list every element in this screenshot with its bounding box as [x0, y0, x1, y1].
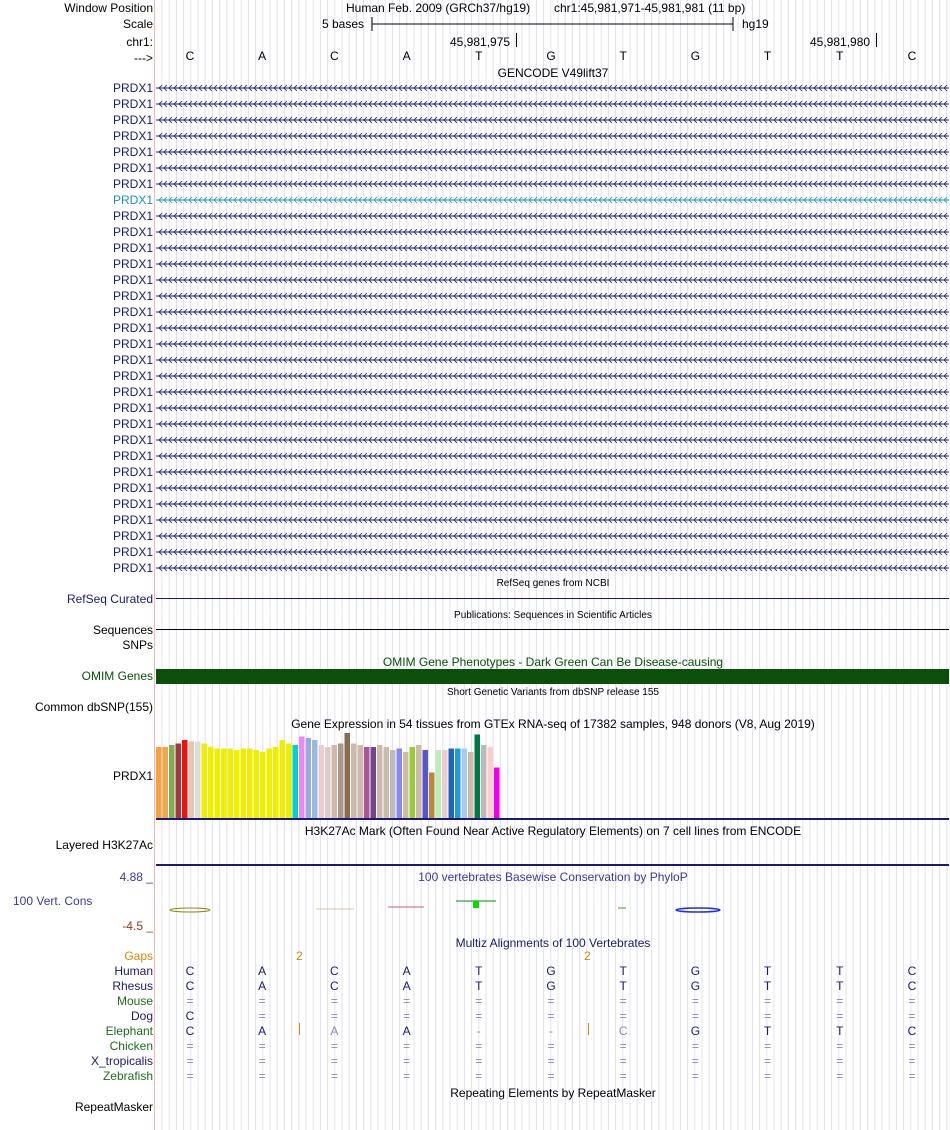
- aligned-base: =: [403, 994, 411, 1008]
- gtex-tissue-bar[interactable]: [403, 752, 408, 819]
- gencode-gene-label[interactable]: PRDX1: [112, 497, 153, 511]
- gtex-tissue-bar[interactable]: [338, 743, 343, 819]
- aligned-base: T: [475, 964, 483, 978]
- gtex-tissue-bar[interactable]: [293, 745, 298, 819]
- gtex-tissue-bar[interactable]: [208, 747, 213, 819]
- gencode-transcript[interactable]: [156, 449, 949, 463]
- repeatmasker-track-title: Repeating Elements by RepeatMasker: [450, 1086, 656, 1100]
- gencode-gene-label[interactable]: PRDX1: [112, 353, 153, 367]
- gtex-tissue-bar[interactable]: [176, 743, 181, 819]
- aligned-base: C: [185, 1024, 195, 1038]
- dna-base: C: [330, 49, 339, 63]
- db-name: hg19: [742, 17, 769, 31]
- aligned-base: -: [549, 1024, 553, 1038]
- dna-base: G: [690, 49, 701, 63]
- gencode-gene-label[interactable]: PRDX1: [112, 209, 153, 223]
- aligned-base: =: [691, 994, 699, 1008]
- aligned-base: C: [618, 1024, 628, 1038]
- gtex-tissue-bar[interactable]: [234, 750, 239, 819]
- aligned-base: =: [764, 1039, 772, 1053]
- phylop-track-label[interactable]: 100 Vert. Cons: [13, 894, 93, 908]
- gtex-track-title: Gene Expression in 54 tissues from GTEx RNA-seq of 17382 samples, 948 donors (V8, Aug 2019): [291, 717, 815, 731]
- aligned-base: =: [547, 1039, 555, 1053]
- aligned-base: A: [258, 1024, 267, 1038]
- gencode-transcript[interactable]: [156, 417, 949, 431]
- aligned-base: =: [764, 1069, 772, 1083]
- aligned-base: =: [619, 1039, 627, 1053]
- phylop-min-label: -4.5 _: [122, 919, 153, 933]
- gencode-transcript[interactable]: [156, 497, 949, 511]
- aligned-base: C: [907, 964, 917, 978]
- aligned-base: A: [402, 1024, 411, 1038]
- gtex-tissue-bar[interactable]: [358, 745, 363, 819]
- gap-count: 2: [584, 949, 591, 963]
- gap-marker: [588, 1023, 589, 1035]
- gencode-transcript[interactable]: [156, 513, 949, 527]
- gtex-tissue-bar[interactable]: [221, 749, 226, 820]
- gencode-gene-label[interactable]: PRDX1: [112, 417, 153, 431]
- aligned-base: T: [619, 964, 627, 978]
- dna-base: T: [619, 49, 627, 63]
- aligned-base: A: [258, 964, 267, 978]
- gencode-gene-label[interactable]: PRDX1: [112, 465, 153, 479]
- gtex-tissue-bar[interactable]: [273, 747, 278, 819]
- gtex-tissue-bar[interactable]: [169, 745, 174, 819]
- aligned-base: =: [836, 1039, 844, 1053]
- gtex-tissue-bar[interactable]: [286, 743, 291, 819]
- aligned-base: =: [475, 1054, 483, 1068]
- species-label[interactable]: Elephant: [105, 1024, 153, 1038]
- gtex-tissue-bar[interactable]: [306, 738, 311, 819]
- gap-count: 2: [296, 949, 303, 963]
- aligned-base: =: [547, 994, 555, 1008]
- aligned-base: =: [186, 1054, 194, 1068]
- gtex-gene-label[interactable]: PRDX1: [112, 769, 153, 783]
- aligned-base: C: [185, 964, 195, 978]
- omim-track-label[interactable]: OMIM Genes: [81, 669, 153, 683]
- gtex-tissue-bar[interactable]: [319, 745, 324, 819]
- gencode-transcript[interactable]: [156, 353, 949, 367]
- aligned-base: =: [764, 1009, 772, 1023]
- gencode-gene-label[interactable]: PRDX1: [112, 161, 153, 175]
- aligned-base: G: [546, 964, 556, 978]
- aligned-base: =: [764, 994, 772, 1008]
- species-label[interactable]: X_tropicalis: [90, 1054, 153, 1068]
- aligned-base: =: [403, 1054, 411, 1068]
- gap-marker: [299, 1023, 300, 1035]
- sequences-line[interactable]: [156, 629, 949, 630]
- gencode-gene-label[interactable]: PRDX1: [112, 337, 153, 351]
- gencode-transcript[interactable]: [156, 401, 949, 415]
- aligned-base: =: [258, 1069, 266, 1083]
- gencode-transcript[interactable]: [156, 161, 949, 175]
- gtex-tissue-bar[interactable]: [260, 752, 265, 819]
- gencode-gene-label[interactable]: PRDX1: [112, 369, 153, 383]
- omim-track-title: OMIM Gene Phenotypes - Dark Green Can Be Disease-causing: [382, 655, 724, 669]
- gtex-tissue-bar[interactable]: [410, 747, 415, 819]
- gencode-transcript[interactable]: [156, 337, 949, 351]
- gtex-tissue-bar[interactable]: [397, 749, 402, 820]
- aligned-base: -: [476, 1024, 481, 1038]
- gencode-gene-label[interactable]: PRDX1: [112, 129, 153, 143]
- scale-bar: [371, 15, 735, 33]
- gencode-gene-label[interactable]: PRDX1: [112, 241, 153, 255]
- dna-base: A: [258, 49, 267, 63]
- gencode-gene-label[interactable]: PRDX1: [112, 561, 153, 575]
- gtex-tissue-bar[interactable]: [351, 743, 356, 819]
- aligned-base: =: [403, 1039, 411, 1053]
- gtex-tissue-bar[interactable]: [156, 747, 161, 819]
- gencode-transcript[interactable]: [156, 193, 949, 207]
- gencode-transcript[interactable]: [156, 97, 949, 111]
- phylop-track-title: 100 vertebrates Basewise Conservation by PhyloP: [418, 870, 688, 884]
- aligned-base: T: [763, 1024, 772, 1038]
- gencode-transcript[interactable]: [156, 561, 949, 575]
- gtex-tissue-bar[interactable]: [416, 745, 421, 819]
- gtex-tissue-bar[interactable]: [254, 750, 259, 819]
- strand-label: --->: [134, 51, 153, 65]
- gtex-tissue-bar[interactable]: [312, 740, 317, 819]
- species-label[interactable]: Mouse: [116, 994, 153, 1008]
- aligned-base: T: [619, 979, 627, 993]
- gtex-tissue-bar[interactable]: [481, 745, 486, 819]
- gtex-tissue-bar[interactable]: [247, 749, 252, 820]
- aligned-base: =: [475, 1069, 483, 1083]
- aligned-base: C: [185, 979, 195, 993]
- refseq-gene-line[interactable]: [156, 598, 949, 599]
- aligned-base: =: [547, 1069, 555, 1083]
- chrom-label: chr1:: [126, 35, 153, 49]
- gtex-expression-chart[interactable]: [156, 731, 556, 821]
- gencode-gene-label[interactable]: PRDX1: [112, 225, 153, 239]
- aligned-base: T: [763, 964, 772, 978]
- gencode-transcript[interactable]: [156, 209, 949, 223]
- gencode-transcript[interactable]: [156, 545, 949, 559]
- aligned-base: =: [258, 1009, 266, 1023]
- position-tick-mark: [876, 33, 877, 47]
- aligned-base: C: [185, 1009, 195, 1023]
- gtex-baseline: [156, 818, 949, 820]
- aligned-base: =: [330, 1039, 338, 1053]
- aligned-base: =: [691, 1009, 699, 1023]
- publications-track-title: Publications: Sequences in Scientific Articles: [454, 610, 652, 621]
- aligned-base: =: [258, 1039, 266, 1053]
- omim-gene-bar[interactable]: [156, 669, 949, 684]
- aligned-base: G: [690, 979, 701, 993]
- aligned-base: =: [330, 1054, 338, 1068]
- aligned-base: =: [619, 994, 627, 1008]
- gencode-gene-label[interactable]: PRDX1: [112, 529, 153, 543]
- gtex-tissue-bar[interactable]: [267, 749, 272, 820]
- gaps-label: Gaps: [124, 949, 153, 963]
- species-label[interactable]: Zebrafish: [102, 1069, 153, 1083]
- species-label[interactable]: Dog: [130, 1009, 153, 1023]
- gtex-tissue-bar[interactable]: [182, 740, 187, 819]
- gencode-gene-label[interactable]: PRDX1: [112, 449, 153, 463]
- dbsnp-track-title: Short Genetic Variants from dbSNP release 155: [447, 687, 659, 698]
- dna-sequence-row: [0, 49, 950, 63]
- aligned-base: G: [690, 964, 701, 978]
- gtex-tissue-bar[interactable]: [436, 750, 441, 819]
- gtex-tissue-bar[interactable]: [228, 749, 233, 820]
- snps-track-label[interactable]: SNPs: [122, 638, 153, 652]
- aligned-base: =: [908, 994, 916, 1008]
- aligned-base: =: [258, 994, 266, 1008]
- aligned-base: =: [691, 1069, 699, 1083]
- aligned-base: =: [186, 1039, 194, 1053]
- gtex-tissue-bar[interactable]: [455, 749, 460, 820]
- gencode-transcript[interactable]: [156, 529, 949, 543]
- species-label[interactable]: Rhesus: [112, 979, 153, 993]
- dbsnp-track-label[interactable]: Common dbSNP(155): [34, 700, 153, 714]
- gencode-transcript[interactable]: [156, 257, 949, 271]
- dna-base: A: [402, 49, 411, 63]
- aligned-base: =: [908, 1054, 916, 1068]
- aligned-base: C: [330, 964, 339, 978]
- gtex-tissue-bar[interactable]: [429, 773, 434, 819]
- aligned-base: =: [619, 1054, 627, 1068]
- h3k27ac-track-label[interactable]: Layered H3K27Ac: [55, 838, 153, 852]
- dna-base: C: [907, 49, 917, 63]
- gencode-transcript[interactable]: [156, 177, 949, 191]
- aligned-base: =: [330, 994, 338, 1008]
- gtex-tissue-bar[interactable]: [488, 747, 493, 819]
- gencode-gene-label[interactable]: PRDX1: [112, 113, 153, 127]
- aligned-base: =: [475, 1039, 483, 1053]
- dna-base: T: [475, 49, 483, 63]
- aligned-base: =: [764, 1054, 772, 1068]
- gencode-transcript[interactable]: [156, 225, 949, 239]
- sequences-track-label[interactable]: Sequences: [92, 623, 153, 637]
- aligned-base: =: [403, 1069, 411, 1083]
- refseq-track-label[interactable]: RefSeq Curated: [66, 592, 153, 606]
- gencode-gene-label[interactable]: PRDX1: [112, 305, 153, 319]
- gtex-tissue-bar[interactable]: [280, 740, 285, 819]
- refseq-track-title: RefSeq genes from NCBI: [496, 578, 610, 589]
- gencode-gene-label[interactable]: PRDX1: [112, 481, 153, 495]
- position-tick-right: 45,981,980: [810, 35, 871, 49]
- aligned-base: G: [690, 1024, 701, 1038]
- aligned-base: =: [475, 1009, 483, 1023]
- gencode-transcript[interactable]: [156, 81, 949, 95]
- aligned-base: =: [186, 1069, 194, 1083]
- gencode-gene-label[interactable]: PRDX1: [112, 81, 153, 95]
- gencode-gene-label[interactable]: PRDX1: [112, 257, 153, 271]
- gencode-gene-label[interactable]: PRDX1: [112, 193, 153, 207]
- multiz-track-title: Multiz Alignments of 100 Vertebrates: [455, 936, 651, 950]
- aligned-base: =: [403, 1009, 411, 1023]
- h3k27ac-track-title: H3K27Ac Mark (Often Found Near Active Regulatory Elements) on 7 cell lines from ENCODE: [304, 824, 802, 838]
- gencode-transcript[interactable]: [156, 465, 949, 479]
- assembly-name: Human Feb. 2009 (GRCh37/hg19): [346, 1, 531, 15]
- gtex-tissue-bar[interactable]: [494, 767, 499, 819]
- aligned-base: =: [908, 1009, 916, 1023]
- gencode-transcript[interactable]: [156, 305, 949, 319]
- gencode-transcript[interactable]: [156, 129, 949, 143]
- aligned-base: C: [907, 979, 917, 993]
- dna-base: C: [185, 49, 195, 63]
- aligned-base: =: [836, 994, 844, 1008]
- gtex-tissue-bar[interactable]: [215, 749, 220, 820]
- gtex-tissue-bar[interactable]: [442, 750, 447, 819]
- gtex-tissue-bar[interactable]: [189, 742, 194, 819]
- aligned-base: =: [908, 1069, 916, 1083]
- aligned-base: T: [475, 979, 483, 993]
- gtex-tissue-bar[interactable]: [299, 736, 304, 819]
- aligned-base: =: [330, 1069, 338, 1083]
- aligned-base: =: [547, 1054, 555, 1068]
- position-range: chr1:45,981,971-45,981,981 (11 bp): [554, 1, 746, 15]
- gtex-tissue-bar[interactable]: [384, 747, 389, 819]
- gencode-transcript[interactable]: [156, 321, 949, 335]
- gencode-transcript[interactable]: [156, 241, 949, 255]
- label-separator: [154, 0, 155, 1130]
- species-label[interactable]: Chicken: [109, 1039, 153, 1053]
- gencode-transcript[interactable]: [156, 385, 949, 399]
- aligned-base: =: [619, 1009, 627, 1023]
- aligned-base: A: [258, 979, 267, 993]
- aligned-base: A: [330, 1024, 339, 1038]
- aligned-base: =: [691, 1039, 699, 1053]
- aligned-base: C: [907, 1024, 917, 1038]
- gencode-transcript[interactable]: [156, 481, 949, 495]
- gencode-gene-label[interactable]: PRDX1: [112, 545, 153, 559]
- gtex-tissue-bar[interactable]: [195, 742, 200, 819]
- repeatmasker-track-label[interactable]: RepeatMasker: [74, 1100, 153, 1114]
- gtex-tissue-bar[interactable]: [475, 735, 480, 819]
- gencode-gene-label[interactable]: PRDX1: [112, 321, 153, 335]
- gtex-tissue-bar[interactable]: [325, 747, 330, 819]
- gencode-gene-label[interactable]: PRDX1: [112, 385, 153, 399]
- h3k27ac-baseline: [156, 864, 949, 866]
- gencode-gene-label[interactable]: PRDX1: [112, 401, 153, 415]
- gencode-transcript[interactable]: [156, 113, 949, 127]
- aligned-base: =: [691, 1054, 699, 1068]
- gencode-gene-label[interactable]: PRDX1: [112, 145, 153, 159]
- aligned-base: =: [258, 1054, 266, 1068]
- gencode-gene-label[interactable]: PRDX1: [112, 289, 153, 303]
- scale-label: Scale: [122, 17, 153, 31]
- aligned-base: =: [836, 1069, 844, 1083]
- aligned-base: T: [763, 979, 772, 993]
- aligned-base: T: [836, 964, 844, 978]
- gencode-transcript[interactable]: [156, 273, 949, 287]
- gencode-gene-label[interactable]: PRDX1: [112, 433, 153, 447]
- gtex-tissue-bar[interactable]: [390, 750, 395, 819]
- position-tick-mark: [516, 33, 517, 47]
- aligned-base: =: [619, 1069, 627, 1083]
- aligned-base: =: [547, 1009, 555, 1023]
- gtex-tissue-bar[interactable]: [462, 749, 467, 820]
- aligned-base: C: [330, 979, 339, 993]
- aligned-base: A: [402, 964, 411, 978]
- gtex-tissue-bar[interactable]: [364, 747, 369, 819]
- dna-base: T: [836, 49, 844, 63]
- aligned-base: =: [908, 1039, 916, 1053]
- gtex-tissue-bar[interactable]: [202, 743, 207, 819]
- dna-base: T: [763, 49, 772, 63]
- scale-text: 5 bases: [322, 17, 365, 31]
- gtex-tissue-bar[interactable]: [377, 745, 382, 819]
- gtex-tissue-bar[interactable]: [163, 747, 168, 819]
- gtex-tissue-bar[interactable]: [345, 733, 350, 819]
- position-tick-left: 45,981,975: [450, 35, 511, 49]
- gencode-transcript[interactable]: [156, 433, 949, 447]
- aligned-base: =: [836, 1009, 844, 1023]
- gencode-transcript[interactable]: [156, 369, 949, 383]
- aligned-base: =: [836, 1054, 844, 1068]
- phylop-graph[interactable]: [156, 895, 950, 920]
- gtex-tissue-bar[interactable]: [332, 745, 337, 819]
- aligned-base: =: [330, 1009, 338, 1023]
- aligned-base: =: [475, 994, 483, 1008]
- aligned-base: T: [836, 979, 844, 993]
- species-label[interactable]: Human: [114, 964, 153, 978]
- gtex-tissue-bar[interactable]: [371, 747, 376, 819]
- phylop-max-label: 4.88 _: [119, 870, 153, 884]
- gtex-tissue-bar[interactable]: [449, 749, 454, 820]
- aligned-base: =: [186, 994, 194, 1008]
- gtex-tissue-bar[interactable]: [423, 750, 428, 819]
- aligned-base: A: [402, 979, 411, 993]
- gencode-gene-label[interactable]: PRDX1: [112, 513, 153, 527]
- gtex-tissue-bar[interactable]: [241, 749, 246, 820]
- aligned-base: G: [546, 979, 556, 993]
- gencode-gene-label[interactable]: PRDX1: [112, 97, 153, 111]
- gencode-gene-label[interactable]: PRDX1: [112, 177, 153, 191]
- gencode-track-title: GENCODE V49lift37: [497, 66, 609, 80]
- aligned-base: T: [836, 1024, 844, 1038]
- gencode-transcript[interactable]: [156, 289, 949, 303]
- gencode-transcript[interactable]: [156, 145, 949, 159]
- window-position-label: Window Position: [64, 1, 153, 15]
- gencode-gene-label[interactable]: PRDX1: [112, 273, 153, 287]
- dna-base: G: [546, 49, 556, 63]
- gtex-tissue-bar[interactable]: [468, 752, 473, 819]
